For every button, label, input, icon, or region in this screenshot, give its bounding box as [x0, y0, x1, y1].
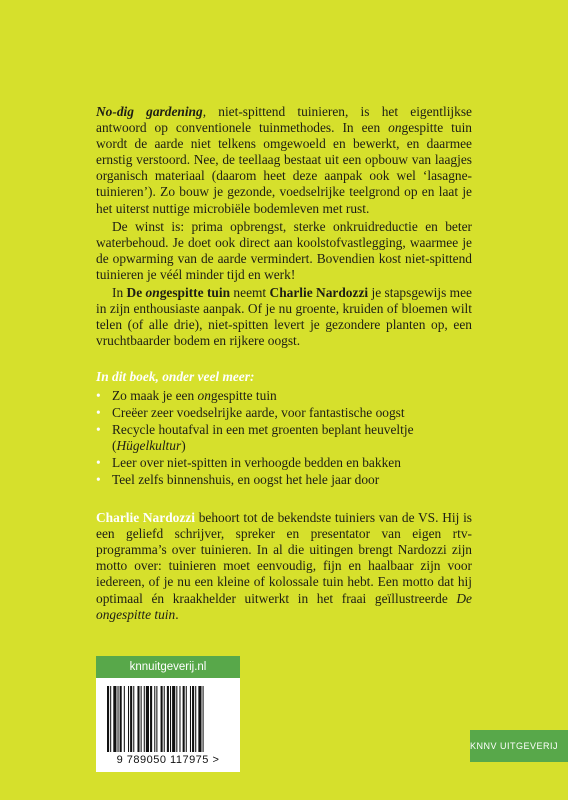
barcode-bar	[113, 686, 116, 752]
barcode	[105, 686, 231, 752]
book-title-rest: gespitte tuin	[159, 285, 231, 301]
publisher-logo	[470, 730, 568, 762]
author-name-inline: Charlie Nardozzi	[269, 285, 369, 301]
isbn-number: 9 789050 117975 >	[116, 754, 220, 766]
feature-text-end: )	[181, 437, 186, 453]
book-title-on: on	[145, 285, 160, 301]
intro-text-b: gespitte tuin wordt de aarde niet telkens omgewoeld en bewerkt, en daarmee ernstig verstoord. Nee, de teellaag bestaat uit een opbouw van laagjes organisch materiaal (daarom heet deze aanpak ook wel ‘lasagne-tuinieren’). Zo bouw je gezonde, voedselrijke teelgrond op en laat je het uiterst nuttige microbiële bodemleven met rust.	[96, 120, 472, 216]
publisher-url: knnuitgeverij.nl	[96, 656, 240, 678]
barcode-bar	[120, 686, 122, 752]
feature-item	[96, 422, 472, 454]
barcode-bar	[110, 686, 111, 752]
book-rest: je stapsgewijs mee in zijn enthousiaste aanpak. Of je nu groente, kruiden of bloemen wilt telen (of alle drie), niet-spitten levert je gezondere planten op, een vruchtbaarder bodem en rijkere oogst.	[96, 285, 472, 349]
book-title-de: De	[126, 285, 146, 301]
barcode-bar	[195, 686, 196, 752]
barcode-bar	[164, 686, 165, 752]
feature-text: Zo maak je een	[112, 387, 198, 403]
barcode-bar	[107, 686, 109, 752]
author-bio-book-title: De ongespitte tuin	[96, 590, 472, 622]
bullet-icon: •	[96, 471, 101, 487]
feature-text: Recycle houtafval in een met groenten beplant heuveltje (	[112, 421, 414, 453]
book-mid: neemt	[230, 285, 270, 301]
feature-text: Teel zelfs binnenshuis, en oogst het hele jaar door	[112, 471, 380, 487]
barcode-bar	[154, 686, 155, 752]
bullet-icon: •	[96, 421, 101, 437]
barcode-bar	[150, 686, 152, 752]
feature-list	[96, 388, 472, 489]
barcode-bar	[124, 686, 125, 752]
author-bio-paragraph	[96, 510, 472, 623]
barcode-bar	[183, 686, 185, 752]
barcode-bar	[118, 686, 119, 752]
feature-emphasis: on	[197, 387, 211, 403]
barcode-bar	[156, 686, 157, 752]
barcode-bar	[130, 686, 132, 752]
feature-text: Creëer zeer voedselrijke aarde, voor fantastische oogst	[112, 404, 405, 420]
barcode-bar	[128, 686, 129, 752]
barcode-bar	[167, 686, 169, 752]
bullet-icon: •	[96, 387, 101, 403]
feature-item	[96, 388, 472, 404]
barcode-bar	[161, 686, 163, 752]
barcode-bar	[141, 686, 142, 752]
barcode-bar	[203, 686, 204, 752]
feature-text-end: gespitte tuin	[210, 387, 277, 403]
feature-emphasis: Hügelkultur	[116, 437, 182, 453]
back-cover-text	[96, 104, 472, 636]
book-title-inline	[127, 285, 231, 300]
benefits-paragraph: De winst is: prima opbrengst, sterke onkruidreductie en beter waterbehoud. Je doet ook direct aan koolstofvastlegging, waarmee je de opwarming van de aarde vermindert. Bovendien kost niet-spittend tuinieren je véél minder tijd en werk!	[96, 218, 472, 282]
bullet-icon: •	[96, 454, 101, 470]
features-heading: In dit boek, onder veel meer:	[96, 369, 255, 385]
barcode-bar	[186, 686, 187, 752]
barcode-bar	[198, 686, 201, 752]
feature-item	[96, 455, 472, 471]
barcode-bar	[190, 686, 191, 752]
barcode-bar	[144, 686, 145, 752]
feature-text: Leer over niet-spitten in verhoogde bedden en bakken	[112, 454, 401, 470]
barcode-bar	[192, 686, 194, 752]
barcode-bar	[137, 686, 139, 752]
author-name: Charlie Nardozzi	[96, 510, 195, 526]
barcode-bar	[170, 686, 171, 752]
barcode-box	[96, 656, 240, 772]
intro-paragraph	[96, 104, 472, 217]
feature-item	[96, 472, 472, 488]
author-bio-text: behoort tot de bekendste tuiniers van de VS. Hij is een geliefd schrijver, spreker en presentator van eigen rtv-programma’s over tuinieren. In al die uitingen brengt Nardozzi zijn motto over: tuinieren moet eenvoudig, fijn en haalbaar zijn voor iedereen, of je nu een kleine of kolossale tuin hebt. Een motto dat hij optimaal én kraakhelder uitwerkt in het fraai geïllustreerde	[96, 510, 473, 606]
feature-item	[96, 405, 472, 421]
intro-text-a: , niet-spittend tuinieren, is het eigentlijkse antwoord op conventionele tuinmethodes. In een	[96, 104, 472, 136]
barcode-bar	[172, 686, 175, 752]
barcode-bar	[179, 686, 180, 752]
intro-on-prefix: on	[388, 120, 402, 136]
book-lead: In	[112, 285, 127, 301]
barcode-bar	[133, 686, 134, 752]
barcode-bar	[146, 686, 149, 752]
publisher-name: KNNV UITGEVERIJ	[469, 741, 558, 751]
bullet-icon: •	[96, 404, 101, 420]
author-bio-end: .	[175, 606, 179, 622]
barcode-bar	[176, 686, 177, 752]
book-paragraph	[96, 285, 472, 349]
no-dig-term: No-dig gardening	[96, 104, 203, 119]
